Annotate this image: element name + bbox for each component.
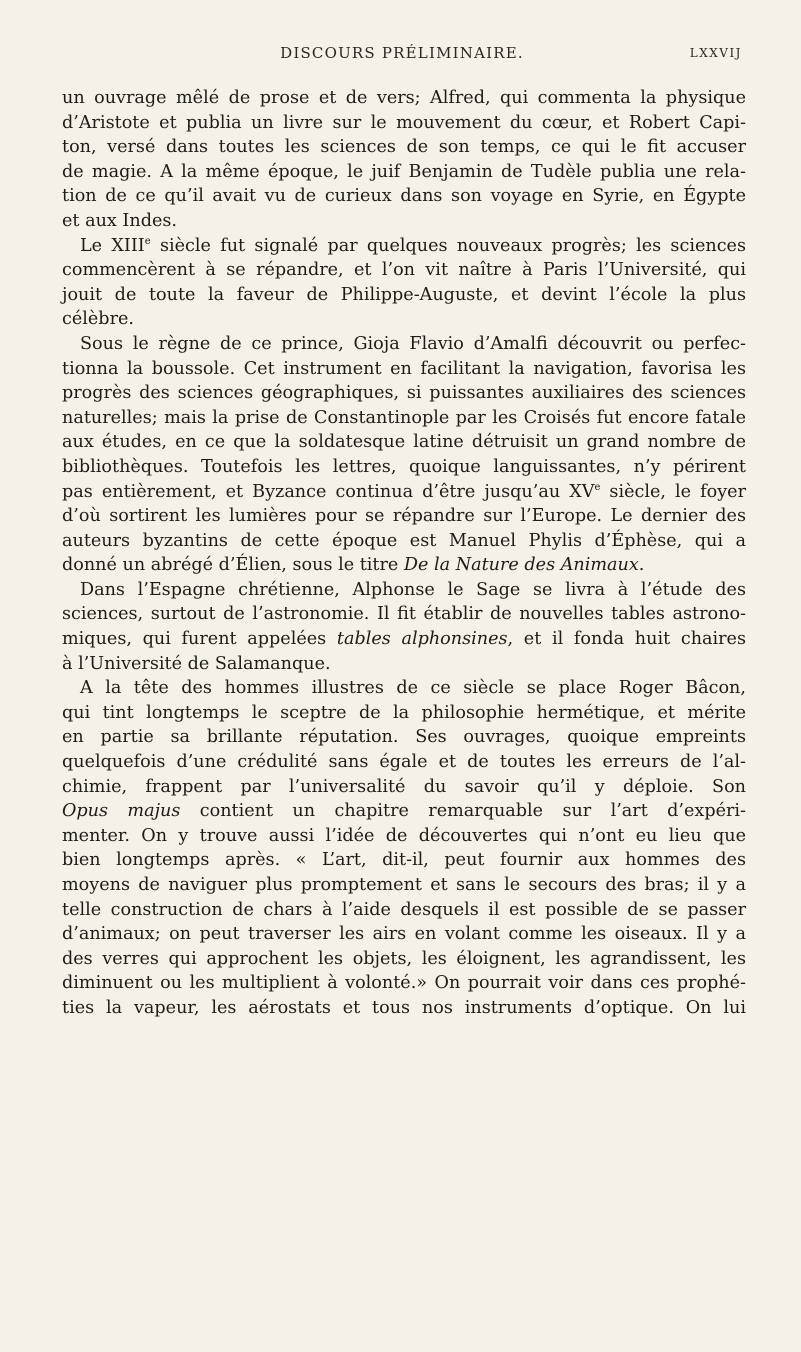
text-line: menter. On y trouve aussi l’idée de découvertes qui n’ont eu lieu que — [62, 825, 746, 846]
text-line: et aux Indes. — [62, 210, 177, 231]
text-line: commencèrent à se répandre, et l’on vit naître à Paris l’Université, qui — [62, 260, 746, 281]
text-line: progrès des sciences géographiques, si puissantes auxiliaires des sciences — [62, 383, 746, 404]
text-line: bien longtemps après. « L’art, dit-il, peut fournir aux hommes des — [62, 850, 746, 871]
text-run: contient un chapitre remarquable sur l’art d’expéri- — [180, 801, 746, 822]
text-line: telle construction de chars à l’aide desquels il est possible de se passer — [62, 899, 746, 920]
text-line: un ouvrage mêlé de prose et de vers; Alfred, qui commenta la physique — [62, 88, 746, 108]
superscript: e — [144, 235, 151, 247]
text-run: Le XIII — [80, 235, 145, 256]
text-line: célèbre. — [62, 309, 134, 330]
text-line: auteurs byzantins de cette époque est Manuel Phylis d’Éphèse, qui a — [62, 530, 746, 551]
text-line: qui tint longtemps le sceptre de la philosophie hermétique, et mérite — [62, 702, 746, 723]
text-line: ton, versé dans toutes les sciences de son temps, ce qui le fit accuser — [62, 137, 746, 158]
text-line: quelquefois d’une crédulité sans égale et de toutes les erreurs de l’al- — [62, 752, 746, 773]
text-line: jouit de toute la faveur de Philippe-Auguste, et devint l’école la plus — [62, 284, 746, 305]
text-run: , et il fonda huit chaires — [507, 629, 746, 650]
body-text — [62, 86, 746, 1021]
text-line — [62, 627, 746, 652]
text-line: naturelles; mais la prise de Constantinople par les Croisés fut encore fatale — [62, 407, 746, 428]
text-line — [62, 553, 746, 578]
text-run: pas entièrement, et Byzance continua d’être jusqu’au XV — [62, 481, 595, 502]
text-run: miques, qui furent appelées — [62, 629, 337, 650]
text-line: tion de ce qu’il avait vu de curieux dans son voyage en Syrie, en Égypte — [62, 186, 746, 207]
text-line: Dans l’Espagne chrétienne, Alphonse le Sage se livra à l’étude des — [80, 579, 746, 600]
book-title: De la Nature des Animaux — [403, 555, 639, 576]
text-line: chimie, frappent par l’universalité du savoir qu’il y déploie. Son — [62, 776, 746, 797]
text-line: A la tête des hommes illustres de ce siècle se place Roger Bâcon, — [80, 678, 746, 699]
text-line: d’Aristote et publia un livre sur le mouvement du cœur, et Robert Capi- — [62, 112, 746, 133]
superscript: e — [594, 481, 601, 493]
text-line: d’animaux; on peut traverser les airs en volant comme les oiseaux. Il y a — [62, 924, 746, 945]
text-line — [62, 480, 746, 505]
text-line: ties la vapeur, les aérostats et tous nos instruments d’optique. On lui — [62, 997, 746, 1018]
text-line: des verres qui approchent les objets, les éloignent, les agrandissent, les — [62, 948, 746, 969]
text-run: siècle fut signalé par quelques nouveaux progrès; les sciences — [150, 235, 746, 256]
text-run: siècle, le foyer — [600, 481, 746, 502]
text-line: d’où sortirent les lumières pour se répandre sur l’Europe. Le dernier des — [62, 506, 746, 527]
text-line: Sous le règne de ce prince, Gioja Flavio d’Amalfi découvrit ou perfec- — [80, 333, 746, 354]
page-number: LXXVIJ — [689, 46, 742, 60]
running-header — [62, 44, 742, 70]
text-line — [62, 799, 746, 824]
text-line: sciences, surtout de l’astronomie. Il fit établir de nouvelles tables astrono- — [62, 604, 746, 625]
text-line: en partie sa brillante réputation. Ses ouvrages, quoique empreints — [62, 727, 746, 748]
text-line: diminuent ou les multiplient à volonté.» On pourrait voir dans ces prophé- — [62, 973, 746, 994]
text-line: aux études, en ce que la soldatesque latine détruisit un grand nombre de — [62, 432, 746, 453]
text-line: bibliothèques. Toutefois les lettres, quoique languissantes, n’y périrent — [62, 456, 746, 477]
text-line: à l’Université de Salamanque. — [62, 653, 331, 674]
running-title: DISCOURS PRÉLIMINAIRE. — [280, 44, 524, 62]
book-title: Opus majus — [62, 801, 181, 822]
italic-term: tables alphonsines — [336, 629, 508, 650]
text-line: moyens de naviguer plus promptement et sans le secours des bras; il y a — [62, 875, 746, 895]
text-line: tionna la boussole. Cet instrument en facilitant la navigation, favorisa les — [62, 358, 746, 379]
text-line: de magie. A la même époque, le juif Benjamin de Tudèle publia une rela- — [62, 161, 746, 182]
text-run: . — [638, 555, 645, 576]
text-run: donné un abrégé d’Élien, sous le titre — [62, 555, 404, 576]
text-line — [62, 234, 746, 259]
